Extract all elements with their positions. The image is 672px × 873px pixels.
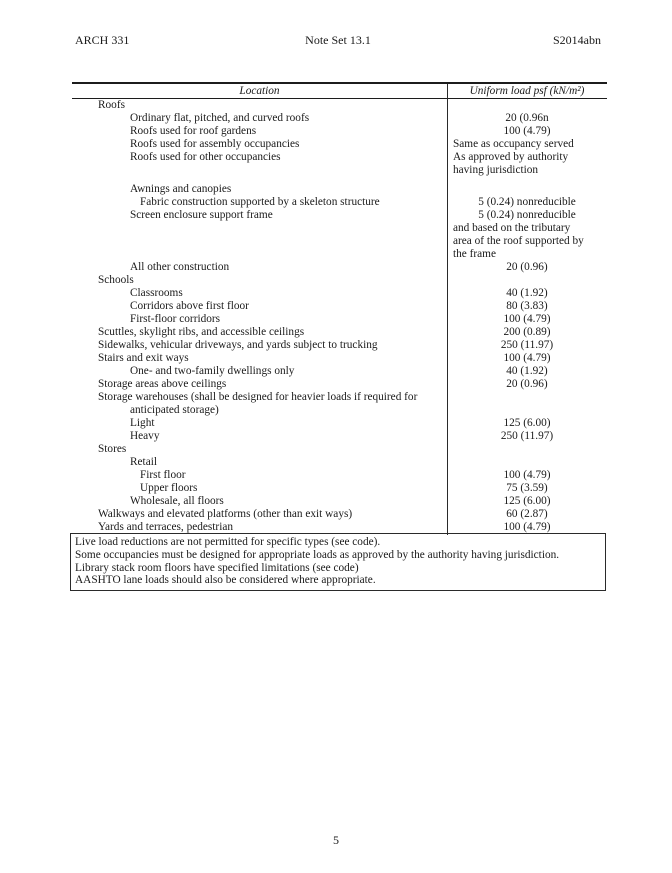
location-cell: [72, 235, 447, 248]
location-cell: Sidewalks, vehicular driveways, and yards subject to trucking: [98, 339, 378, 351]
load-value-cell: 5 (0.24) nonreducible: [478, 196, 576, 208]
load-value-cell: 20 (0.96n: [505, 112, 549, 124]
load-value-cell: 250 (11.97): [500, 430, 554, 442]
load-value-cell: 40 (1.92): [506, 365, 548, 377]
note-line: Live load reductions are not permitted for specific types (see code).: [75, 536, 381, 548]
load-value-cell: [447, 274, 607, 287]
load-value-cell: 250 (11.97): [500, 339, 554, 351]
table-row: [72, 508, 607, 521]
column-divider-line: [447, 84, 448, 535]
load-value-cell: 80 (3.83): [506, 300, 548, 312]
notes-box: [70, 533, 606, 591]
table-header-row: [72, 84, 607, 99]
load-value-cell: 100 (4.79): [503, 352, 551, 364]
table-row: [72, 151, 607, 164]
location-cell: Wholesale, all floors: [130, 495, 224, 507]
location-cell: Ordinary flat, pitched, and curved roofs: [130, 112, 310, 124]
load-value-cell: 5 (0.24) nonreducible: [478, 209, 576, 221]
table-row: [72, 326, 607, 339]
table-row: [72, 417, 607, 430]
table-row: [72, 469, 607, 482]
semester-code: S2014abn: [553, 33, 601, 47]
table-body: [72, 99, 607, 534]
load-value-cell: 100 (4.79): [503, 313, 551, 325]
load-value-cell: having jurisdiction: [453, 164, 539, 176]
table-row: [72, 274, 607, 287]
page-number: 5: [333, 833, 339, 847]
page-header: [75, 33, 601, 47]
note-set-title: Note Set 13.1: [305, 33, 371, 47]
table-row: [72, 365, 607, 378]
table-row: [72, 112, 607, 125]
table-row: [72, 378, 607, 391]
load-value-cell: 100 (4.79): [503, 469, 551, 481]
location-cell: One- and two-family dwellings only: [130, 365, 295, 377]
load-value-cell: 60 (2.87): [506, 508, 548, 520]
table-row: [72, 339, 607, 352]
live-load-table: [72, 82, 607, 534]
location-cell: Roofs: [98, 99, 125, 111]
load-value-cell: As approved by authority: [453, 151, 569, 163]
load-value-cell: 125 (6.00): [503, 495, 551, 507]
table-row: [72, 300, 607, 313]
location-cell: Stores: [98, 443, 127, 455]
location-cell: Retail: [130, 456, 157, 468]
load-value-cell: 100 (4.79): [503, 521, 551, 533]
note-line: AASHTO lane loads should also be considered where appropriate.: [75, 574, 376, 587]
table-row: [72, 404, 607, 417]
location-cell: First floor: [140, 469, 186, 481]
load-value-cell: 75 (3.59): [506, 482, 548, 494]
table-row: [72, 495, 607, 508]
table-row: [72, 138, 607, 151]
table-row: [72, 164, 607, 177]
table-row: [72, 235, 607, 248]
column-header-location: Location: [239, 85, 280, 97]
load-value-cell: 100 (4.79): [503, 125, 551, 137]
location-cell: Storage warehouses (shall be designed for heavier loads if required for: [98, 391, 418, 403]
load-value-cell: [447, 391, 607, 404]
location-cell: Stairs and exit ways: [98, 352, 189, 364]
location-cell: First-floor corridors: [130, 313, 221, 325]
table-row: [72, 391, 607, 404]
load-value-cell: and based on the tributary: [453, 222, 571, 234]
location-cell: Upper floors: [140, 482, 198, 494]
location-cell: [72, 164, 447, 177]
location-cell: Classrooms: [130, 287, 183, 299]
location-cell: Fabric construction supported by a skeleton structure: [140, 196, 380, 208]
course-code: ARCH 331: [75, 33, 130, 47]
load-value-cell: [447, 404, 607, 417]
location-cell: Corridors above first floor: [130, 300, 249, 312]
location-cell: [72, 248, 447, 261]
table-row: [72, 287, 607, 300]
table-row: [72, 456, 607, 469]
table-row: [72, 222, 607, 235]
table-row: [72, 443, 607, 456]
table-row: [72, 430, 607, 443]
load-value-cell: [447, 443, 607, 456]
load-value-cell: [447, 183, 607, 196]
table-row: [72, 248, 607, 261]
location-cell: Roofs used for roof gardens: [130, 125, 257, 137]
location-cell: Roofs used for other occupancies: [130, 151, 281, 163]
load-value-cell: 125 (6.00): [503, 417, 551, 429]
location-cell: Roofs used for assembly occupancies: [130, 138, 300, 150]
location-cell: Light: [130, 417, 155, 429]
table-row: [72, 261, 607, 274]
location-cell: [72, 222, 447, 235]
table-row: [72, 99, 607, 112]
table-row: [72, 313, 607, 326]
location-cell: Walkways and elevated platforms (other than exit ways): [98, 508, 353, 520]
load-value-cell: area of the roof supported by: [453, 235, 584, 247]
location-cell: Heavy: [130, 430, 160, 442]
load-value-cell: [447, 456, 607, 469]
location-cell: Screen enclosure support frame: [130, 209, 273, 221]
table-row: [72, 196, 607, 209]
table-row: [72, 352, 607, 365]
load-value-cell: the frame: [453, 248, 496, 260]
table-row: [72, 183, 607, 196]
load-value-cell: 20 (0.96): [506, 378, 548, 390]
load-value-cell: 20 (0.96): [506, 261, 548, 273]
load-value-cell: 40 (1.92): [506, 287, 548, 299]
table-row: [72, 125, 607, 138]
note-line: Some occupancies must be designed for appropriate loads as approved by the authority having jurisdiction.: [75, 548, 560, 561]
load-value-cell: 200 (0.89): [503, 326, 551, 338]
load-value-cell: [447, 99, 607, 112]
location-cell: anticipated storage): [130, 404, 219, 416]
location-cell: Scuttles, skylight ribs, and accessible ceilings: [98, 326, 305, 338]
location-cell: Yards and terraces, pedestrian: [98, 521, 233, 533]
location-cell: All other construction: [130, 261, 230, 273]
table-row: [72, 209, 607, 222]
column-header-uniform-load: Uniform load psf (kN/m²): [469, 85, 585, 97]
location-cell: Awnings and canopies: [130, 183, 232, 195]
load-value-cell: Same as occupancy served: [453, 138, 574, 150]
location-cell: Schools: [98, 274, 134, 286]
table-row: [72, 482, 607, 495]
location-cell: Storage areas above ceilings: [98, 378, 227, 390]
note-line: Library stack room floors have specified limitations (see code): [75, 561, 359, 574]
